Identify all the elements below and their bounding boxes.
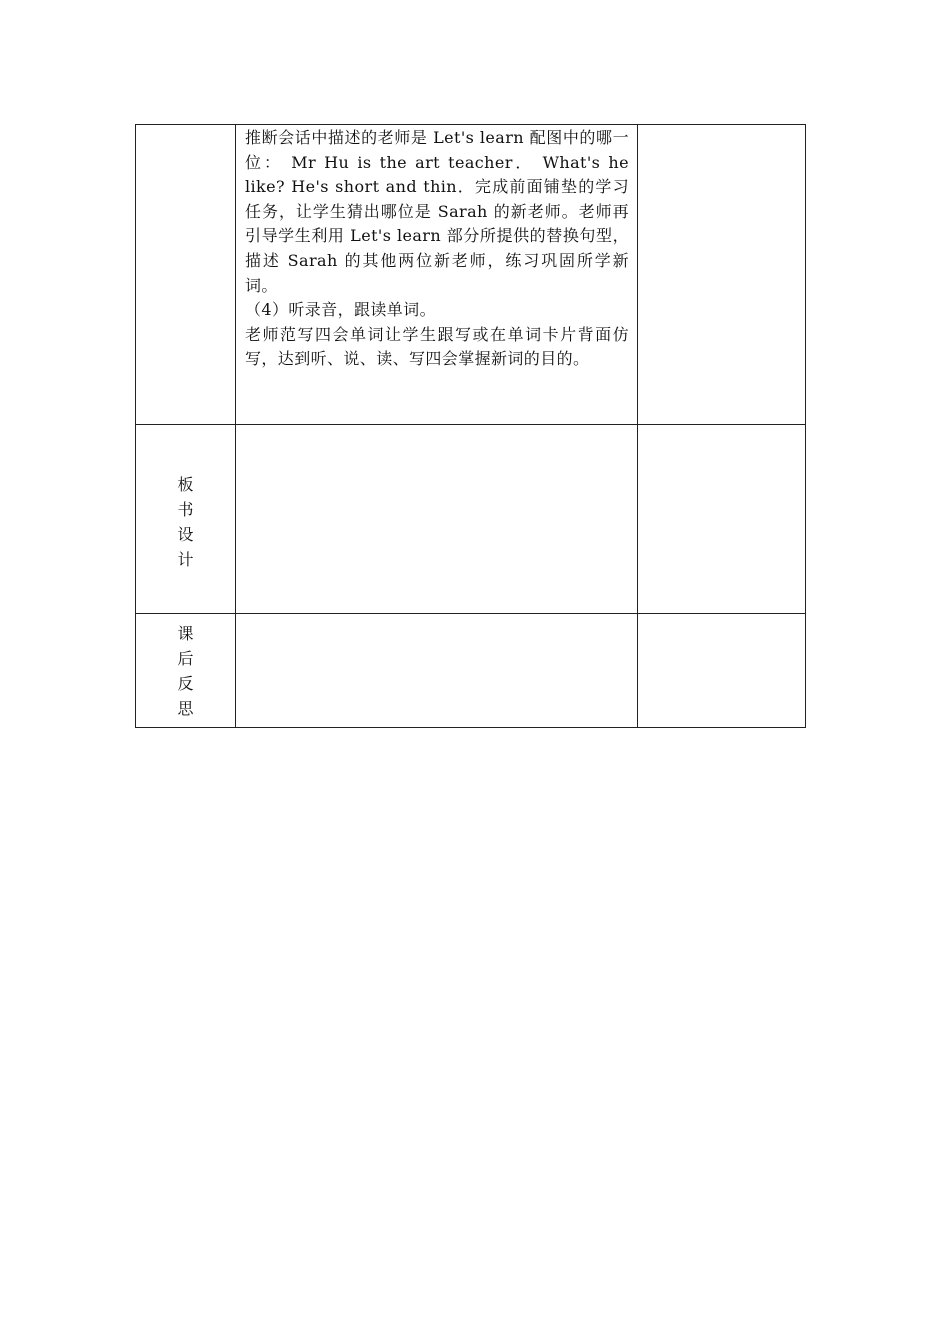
notes-cell bbox=[638, 125, 806, 425]
reflection-label: 课 后 反 思 bbox=[177, 624, 194, 718]
table-row-teaching-steps bbox=[136, 125, 806, 425]
paragraph-copy-words: 老师范写四会单词让学生跟写或在单词卡片背面仿写，达到听、说、读、写四会掌握新词的目的。 bbox=[245, 324, 629, 369]
lesson-plan-table bbox=[135, 124, 806, 728]
board-design-notes-cell bbox=[638, 425, 806, 614]
board-design-label-cell bbox=[136, 425, 236, 614]
reflection-content-cell bbox=[236, 614, 638, 728]
paragraph-listen-repeat: （4）听录音，跟读单词。 bbox=[245, 300, 436, 320]
teaching-steps-cell bbox=[236, 125, 638, 425]
board-design-content-cell bbox=[236, 425, 638, 614]
table-row-board-design bbox=[136, 425, 806, 614]
row-label-cell bbox=[136, 125, 236, 425]
reflection-label-cell bbox=[136, 614, 236, 728]
teaching-steps-text bbox=[236, 125, 637, 372]
board-design-label: 板 书 设 计 bbox=[177, 475, 194, 569]
reflection-notes-cell bbox=[638, 614, 806, 728]
paragraph-guess-teacher: 推断会话中描述的老师是 Let's learn 配图中的哪一位： Mr Hu is the art teacher． What's he like? He's short and thin．完成前面铺垫的学习任务，让学生猜出哪位是 Sarah 的新老师。老师再引导学生利用 Let's learn 部分所提供的替换句型，描述 Sarah 的其他两位新老师，练习巩固所学新词。 bbox=[245, 128, 629, 295]
table-row-reflection bbox=[136, 614, 806, 728]
